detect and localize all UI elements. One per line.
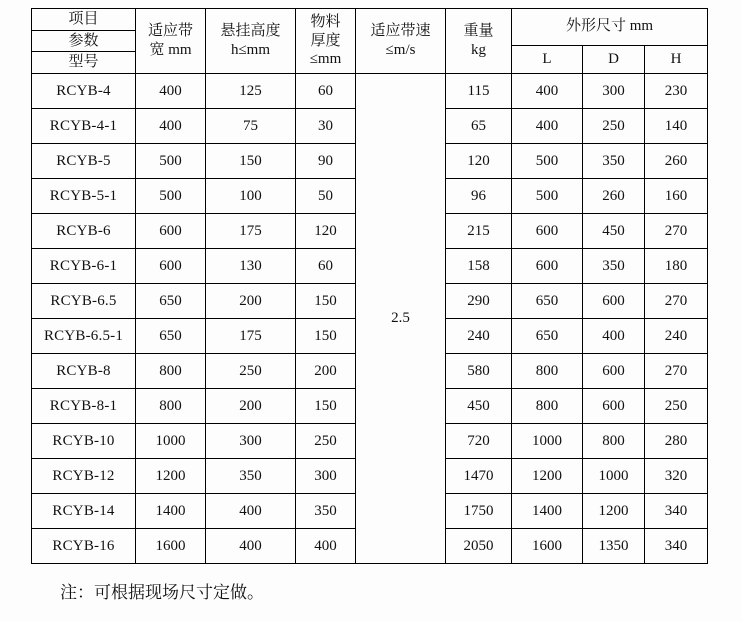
cell-dim-l: 1200 xyxy=(512,459,583,494)
cell-dim-d: 1200 xyxy=(583,494,645,529)
cell-hang-height: 300 xyxy=(206,424,296,459)
cell-dim-d: 350 xyxy=(583,144,645,179)
cell-weight: 290 xyxy=(446,284,512,319)
cell-thickness: 60 xyxy=(296,74,356,109)
header-dim-d: D xyxy=(583,45,645,73)
cell-belt-width: 1600 xyxy=(136,529,206,564)
cell-weight: 450 xyxy=(446,389,512,424)
header-hang-height: 悬挂高度 h≤mm xyxy=(206,9,296,74)
cell-weight: 120 xyxy=(446,144,512,179)
cell-hang-height: 175 xyxy=(206,319,296,354)
cell-thickness: 90 xyxy=(296,144,356,179)
cell-hang-height: 130 xyxy=(206,249,296,284)
cell-hang-height: 200 xyxy=(206,284,296,319)
cell-hang-height: 125 xyxy=(206,74,296,109)
cell-dim-h: 160 xyxy=(645,179,708,214)
cell-dim-h: 340 xyxy=(645,494,708,529)
spec-table xyxy=(31,8,708,564)
cell-thickness: 50 xyxy=(296,179,356,214)
cell-weight: 1470 xyxy=(446,459,512,494)
cell-model: RCYB-6.5-1 xyxy=(32,319,136,354)
cell-hang-height: 400 xyxy=(206,494,296,529)
cell-weight: 115 xyxy=(446,74,512,109)
cell-belt-width: 1000 xyxy=(136,424,206,459)
cell-model: RCYB-10 xyxy=(32,424,136,459)
cell-model: RCYB-6.5 xyxy=(32,284,136,319)
cell-belt-width: 800 xyxy=(136,389,206,424)
cell-thickness: 350 xyxy=(296,494,356,529)
cell-dim-d: 350 xyxy=(583,249,645,284)
cell-dim-d: 600 xyxy=(583,284,645,319)
cell-dim-l: 500 xyxy=(512,179,583,214)
cell-model: RCYB-5-1 xyxy=(32,179,136,214)
cell-weight: 720 xyxy=(446,424,512,459)
cell-weight: 240 xyxy=(446,319,512,354)
table-body xyxy=(32,74,708,564)
cell-dim-d: 600 xyxy=(583,389,645,424)
cell-hang-height: 200 xyxy=(206,389,296,424)
cell-thickness: 400 xyxy=(296,529,356,564)
cell-belt-width: 650 xyxy=(136,284,206,319)
cell-weight: 215 xyxy=(446,214,512,249)
cell-dim-l: 1000 xyxy=(512,424,583,459)
cell-model: RCYB-5 xyxy=(32,144,136,179)
cell-dim-h: 270 xyxy=(645,214,708,249)
cell-dim-d: 400 xyxy=(583,319,645,354)
header-dim-l: L xyxy=(512,45,583,73)
cell-dim-h: 230 xyxy=(645,74,708,109)
cell-weight: 158 xyxy=(446,249,512,284)
cell-dim-d: 600 xyxy=(583,354,645,389)
cell-belt-width: 600 xyxy=(136,249,206,284)
header-dim-h: H xyxy=(645,45,708,73)
cell-thickness: 150 xyxy=(296,389,356,424)
cell-belt-width: 400 xyxy=(136,74,206,109)
table-header xyxy=(32,9,708,74)
cell-dim-h: 270 xyxy=(645,284,708,319)
cell-model: RCYB-8 xyxy=(32,354,136,389)
cell-thickness: 150 xyxy=(296,319,356,354)
header-belt-speed: 适应带速 ≤m/s xyxy=(356,9,446,74)
cell-dim-d: 800 xyxy=(583,424,645,459)
cell-belt-width: 1200 xyxy=(136,459,206,494)
cell-dim-l: 650 xyxy=(512,319,583,354)
corner-label-parameter: 参数 xyxy=(32,31,135,53)
cell-hang-height: 75 xyxy=(206,109,296,144)
cell-dim-h: 270 xyxy=(645,354,708,389)
table-row xyxy=(32,74,708,109)
cell-belt-width: 650 xyxy=(136,319,206,354)
cell-thickness: 300 xyxy=(296,459,356,494)
cell-dim-d: 250 xyxy=(583,109,645,144)
cell-dim-h: 320 xyxy=(645,459,708,494)
cell-thickness: 60 xyxy=(296,249,356,284)
cell-hang-height: 250 xyxy=(206,354,296,389)
cell-dim-l: 1600 xyxy=(512,529,583,564)
cell-belt-speed-merged: 2.5 xyxy=(356,74,446,564)
footnote: 注：可根据现场尺寸定做。 xyxy=(60,583,264,602)
cell-model: RCYB-14 xyxy=(32,494,136,529)
cell-weight: 65 xyxy=(446,109,512,144)
cell-dim-h: 260 xyxy=(645,144,708,179)
cell-dim-h: 140 xyxy=(645,109,708,144)
cell-dim-l: 500 xyxy=(512,144,583,179)
cell-dim-d: 260 xyxy=(583,179,645,214)
header-corner-cell xyxy=(32,9,136,74)
cell-model: RCYB-16 xyxy=(32,529,136,564)
cell-model: RCYB-12 xyxy=(32,459,136,494)
cell-thickness: 200 xyxy=(296,354,356,389)
cell-thickness: 120 xyxy=(296,214,356,249)
cell-dim-h: 180 xyxy=(645,249,708,284)
cell-thickness: 250 xyxy=(296,424,356,459)
cell-hang-height: 100 xyxy=(206,179,296,214)
corner-stack xyxy=(32,9,135,73)
header-dimensions-group: 外形尺寸 mm xyxy=(512,9,708,46)
cell-belt-width: 800 xyxy=(136,354,206,389)
cell-dim-l: 400 xyxy=(512,74,583,109)
cell-weight: 2050 xyxy=(446,529,512,564)
cell-dim-h: 280 xyxy=(645,424,708,459)
cell-dim-l: 1400 xyxy=(512,494,583,529)
cell-weight: 1750 xyxy=(446,494,512,529)
cell-thickness: 150 xyxy=(296,284,356,319)
cell-model: RCYB-4-1 xyxy=(32,109,136,144)
cell-model: RCYB-8-1 xyxy=(32,389,136,424)
cell-dim-l: 600 xyxy=(512,214,583,249)
header-weight: 重量 kg xyxy=(446,9,512,74)
cell-dim-d: 1000 xyxy=(583,459,645,494)
cell-model: RCYB-4 xyxy=(32,74,136,109)
cell-model: RCYB-6-1 xyxy=(32,249,136,284)
cell-dim-l: 600 xyxy=(512,249,583,284)
cell-hang-height: 150 xyxy=(206,144,296,179)
cell-belt-width: 500 xyxy=(136,144,206,179)
cell-dim-l: 650 xyxy=(512,284,583,319)
header-material-thickness: 物料 厚度 ≤mm xyxy=(296,9,356,74)
cell-model: RCYB-6 xyxy=(32,214,136,249)
cell-dim-d: 450 xyxy=(583,214,645,249)
cell-dim-h: 340 xyxy=(645,529,708,564)
cell-dim-h: 250 xyxy=(645,389,708,424)
header-belt-width: 适应带 宽 mm xyxy=(136,9,206,74)
cell-dim-l: 800 xyxy=(512,354,583,389)
cell-thickness: 30 xyxy=(296,109,356,144)
cell-belt-width: 400 xyxy=(136,109,206,144)
cell-hang-height: 400 xyxy=(206,529,296,564)
cell-hang-height: 175 xyxy=(206,214,296,249)
cell-dim-l: 800 xyxy=(512,389,583,424)
cell-dim-d: 300 xyxy=(583,74,645,109)
cell-weight: 96 xyxy=(446,179,512,214)
cell-dim-l: 400 xyxy=(512,109,583,144)
cell-dim-d: 1350 xyxy=(583,529,645,564)
cell-belt-width: 500 xyxy=(136,179,206,214)
cell-dim-h: 240 xyxy=(645,319,708,354)
cell-weight: 580 xyxy=(446,354,512,389)
corner-label-model: 型号 xyxy=(68,54,99,71)
corner-label-item: 项目 xyxy=(32,9,135,31)
cell-belt-width: 600 xyxy=(136,214,206,249)
cell-belt-width: 1400 xyxy=(136,494,206,529)
cell-hang-height: 350 xyxy=(206,459,296,494)
